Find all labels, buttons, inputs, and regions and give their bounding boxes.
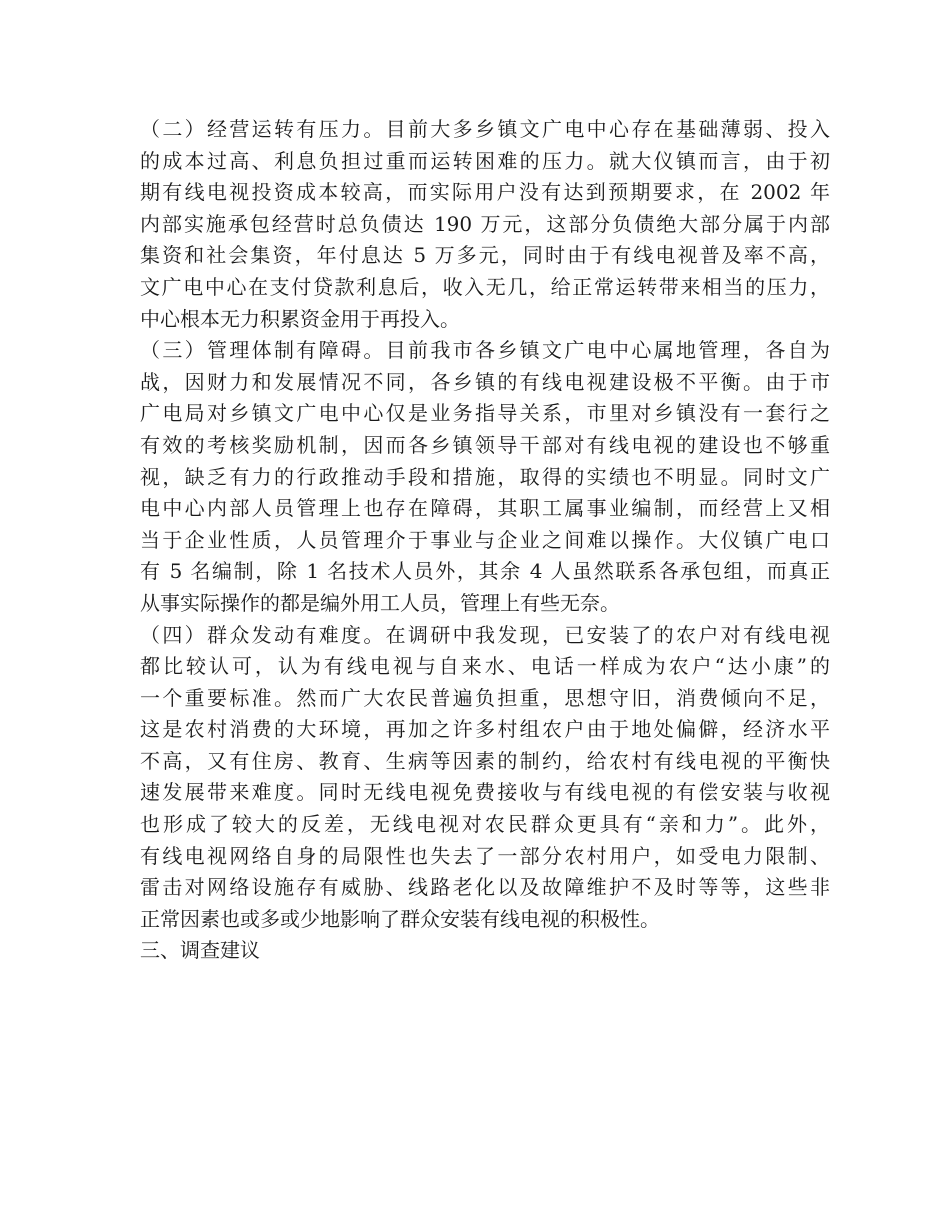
text-line: 有效的考核奖励机制，因而各乡镇领导干部对有线电视的建设也不够重 xyxy=(140,432,830,457)
text-line: 当于企业性质，人员管理介于事业与企业之间难以操作。大仪镇广电口 xyxy=(140,527,830,552)
text-line: 的成本过高、利息负担过重而运转困难的压力。就大仪镇而言，由于初 xyxy=(140,148,830,173)
text-line: 都比较认可，认为有线电视与自来水、电话一样成为农户“达小康”的 xyxy=(140,654,830,679)
text-line: 广电局对乡镇文广电中心仅是业务指导关系，市里对乡镇没有一套行之 xyxy=(140,401,830,426)
text-line: 速发展带来难度。同时无线电视免费接收与有线电视的有偿安装与收视 xyxy=(140,780,830,805)
text-line: 视，缺乏有力的行政推动手段和措施，取得的实绩也不明显。同时文广 xyxy=(140,464,830,489)
text-line: 也形成了较大的反差，无线电视对农民群众更具有“亲和力”。此外， xyxy=(140,812,830,837)
text-line: 集资和社会集资，年付息达 5 万多元，同时由于有线电视普及率不高， xyxy=(140,243,830,268)
text-line: 中心根本无力积累资金用于再投入。 xyxy=(140,306,460,331)
text-line: 雷击对网络设施存有威胁、线路老化以及故障维护不及时等等，这些非 xyxy=(140,875,830,900)
text-line: 有 5 名编制，除 1 名技术人员外，其余 4 人虽然联系各承包组，而真正 xyxy=(140,559,830,584)
text-line: 正常因素也或多或少地影响了群众安装有线电视的积极性。 xyxy=(140,906,660,931)
text-line: 这是农村消费的大环境，再加之许多村组农户由于地处偏僻，经济水平 xyxy=(140,717,830,742)
text-line: 不高，又有住房、教育、生病等因素的制约，给农村有线电视的平衡快 xyxy=(140,748,830,773)
text-line: 有线电视网络自身的局限性也失去了一部分农村用户，如受电力限制、 xyxy=(140,843,830,868)
text-line: 期有线电视投资成本较高，而实际用户没有达到预期要求，在 2002 年 xyxy=(140,180,830,205)
text-line: 电中心内部人员管理上也存在障碍，其职工属事业编制，而经营上又相 xyxy=(140,496,830,521)
text-line: 一个重要标准。然而广大农民普遍负担重，思想守旧，消费倾向不足， xyxy=(140,685,830,710)
text-line: （四）群众发动有难度。在调研中我发现，已安装了的农户对有线电视 xyxy=(140,622,830,647)
text-line: 文广电中心在支付贷款利息后，收入无几，给正常运转带来相当的压力， xyxy=(140,274,830,299)
text-line: 内部实施承包经营时总负债达 190 万元，这部分负债绝大部分属于内部 xyxy=(140,211,830,236)
document-body xyxy=(140,114,830,967)
text-line: （二）经营运转有压力。目前大多乡镇文广电中心存在基础薄弱、投入 xyxy=(140,117,830,141)
section-heading: 三、调查建议 xyxy=(140,938,260,963)
text-line: 从事实际操作的都是编外用工人员，管理上有些无奈。 xyxy=(140,590,620,615)
text-line: 战，因财力和发展情况不同，各乡镇的有线电视建设极不平衡。由于市 xyxy=(140,369,830,394)
text-line: （三）管理体制有障碍。目前我市各乡镇文广电中心属地管理，各自为 xyxy=(140,338,830,363)
